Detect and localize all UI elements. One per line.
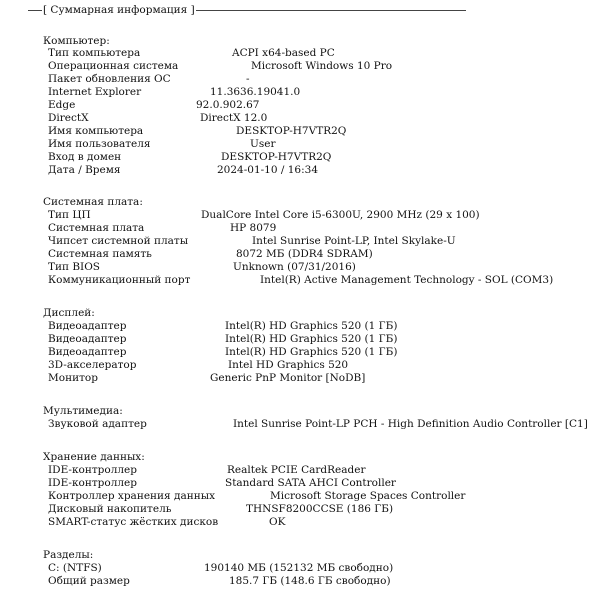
row-label: Монитор [48,372,98,384]
row-label: Видеоадаптер [48,333,127,345]
row-value: Intel Sunrise Point-LP PCH - High Definition Audio Controller [C1] [233,418,588,430]
row-label: Системная память [48,248,152,260]
row-label: SMART-статус жёстких дисков [48,516,219,528]
row-label: Звуковой адаптер [48,418,147,430]
row-label: IDE-контроллер [48,477,137,489]
row-value: 8072 МБ (DDR4 SDRAM) [236,248,373,260]
row-label: Тип компьютера [48,47,141,59]
section-title-multimedia: Мультимедиа: [43,405,123,417]
row-label: Тип ЦП [48,209,91,221]
row-label: Вход в домен [48,151,122,163]
row-label: Internet Explorer [48,86,142,98]
section-title-storage: Хранение данных: [43,451,145,463]
row-value: Microsoft Storage Spaces Controller [270,490,466,502]
summary-header-title: [ Суммарная информация ] [43,4,195,16]
section-title-display: Дисплей: [43,307,95,319]
row-label: Общий размер [48,575,130,587]
row-label: DirectX [48,112,89,124]
row-value: DESKTOP-H7VTR2Q [221,151,332,163]
header-rule-right [196,10,466,11]
row-value: THNSF8200CCSE (186 ГБ) [246,503,394,515]
section-title-partitions: Разделы: [43,549,94,561]
row-label: 3D-акселератор [48,359,137,371]
summary-header [28,3,588,17]
row-label: Видеоадаптер [48,346,127,358]
row-value: User [250,138,276,150]
row-label: Тип BIOS [48,261,101,273]
row-label: Имя компьютера [48,125,144,137]
row-label: Пакет обновления ОС [48,73,171,85]
row-value: 11.3636.19041.0 [210,86,301,98]
row-label: Чипсет системной платы [48,235,189,247]
row-label: Коммуникационный порт [48,274,191,286]
row-label: Операционная система [48,60,179,72]
row-value: 190140 МБ (152132 МБ свободно) [204,562,394,574]
row-value: DualCore Intel Core i5-6300U, 2900 MHz (29 x 100) [201,209,480,221]
row-value: ACPI x64-based PC [232,47,335,59]
section-title-motherboard: Системная плата: [43,196,143,208]
row-value: 92.0.902.67 [196,99,260,111]
row-value: Intel(R) Active Management Technology - SOL (COM3) [260,274,554,286]
row-value: DESKTOP-H7VTR2Q [236,125,347,137]
row-value: Intel(R) HD Graphics 520 (1 ГБ) [225,346,398,358]
row-value: Generic PnP Monitor [NoDB] [210,372,366,384]
row-label: IDE-контроллер [48,464,137,476]
section-title-computer: Компьютер: [43,35,110,47]
row-value: Microsoft Windows 10 Pro [251,60,393,72]
row-value: OK [269,516,286,528]
row-label: C: (NTFS) [48,562,102,574]
row-value: Intel(R) HD Graphics 520 (1 ГБ) [225,333,398,345]
row-label: Дисковый накопитель [48,503,172,515]
row-value: Intel Sunrise Point-LP, Intel Skylake-U [252,235,456,247]
row-label: Контроллер хранения данных [48,490,215,502]
row-value: Intel HD Graphics 520 [228,359,349,371]
row-value: HP 8079 [230,222,277,234]
row-label: Edge [48,99,76,111]
row-label: Системная плата [48,222,145,234]
row-value: Standard SATA AHCI Controller [225,477,396,489]
row-value: Unknown (07/31/2016) [233,261,356,273]
row-label: Видеоадаптер [48,320,127,332]
row-value: - [246,73,250,85]
row-value: 185.7 ГБ (148.6 ГБ свободно) [229,575,391,587]
row-value: 2024-01-10 / 16:34 [217,164,319,176]
row-label: Имя пользователя [48,138,151,150]
row-value: Realtek PCIE CardReader [227,464,366,476]
header-rule-left [28,10,42,11]
row-value: Intel(R) HD Graphics 520 (1 ГБ) [225,320,398,332]
row-value: DirectX 12.0 [200,112,268,124]
row-label: Дата / Время [48,164,121,176]
